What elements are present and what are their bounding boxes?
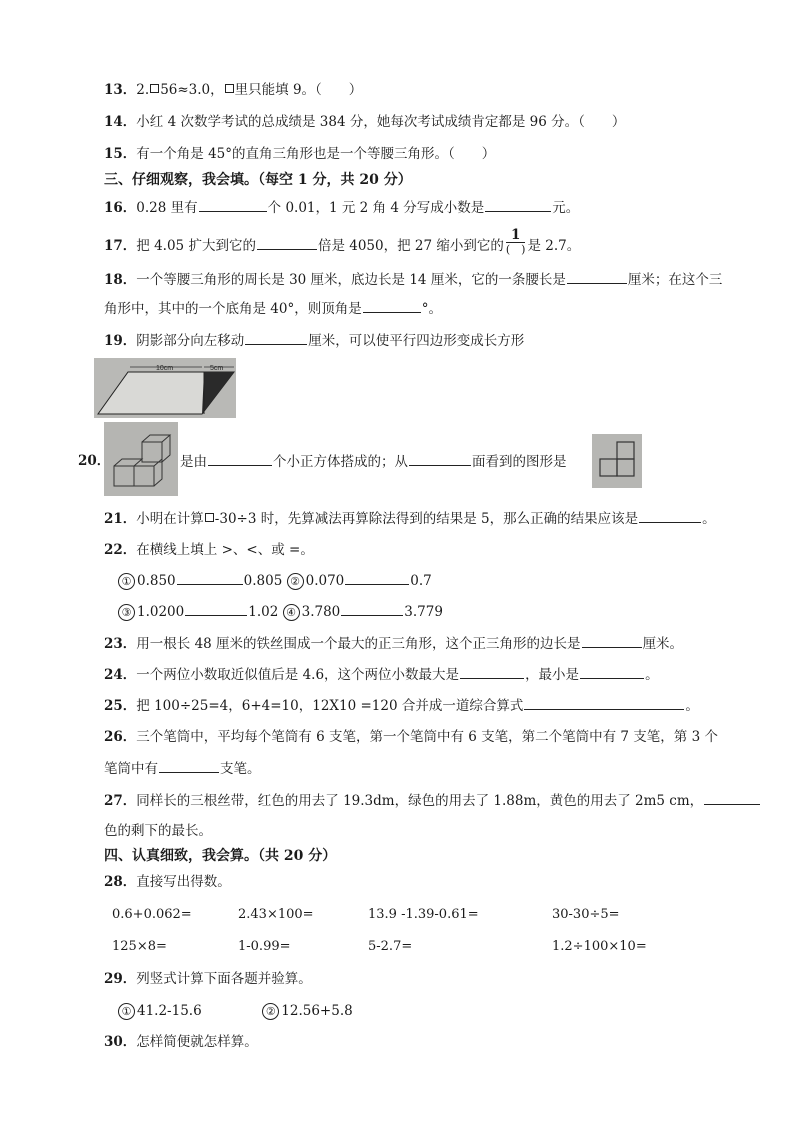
question-text: 把 100÷25=4，6+4=10，12X10 =120 合并成一道综合算式 [136,698,524,714]
question-18-line-1 [104,269,722,290]
question-18-line-2 [104,298,442,319]
question-text: 角形中，其中的一个底角是 40°，则顶角是 [104,301,362,317]
question-text: 用一根长 48 厘米的铁丝围成一个最大的正三角形，这个正三角形的边长是 [136,636,581,652]
question-29-items [118,1001,353,1021]
calc-item: 2.43×100= [238,907,314,922]
question-number: 17． [104,238,137,254]
question-26-line-1 [104,727,718,747]
answer-blank[interactable] [485,197,551,212]
question-14 [104,112,625,132]
question-text: 。 [702,511,716,527]
empty-box-icon [150,84,159,93]
answer-blank[interactable] [460,664,524,679]
question-text: 有一个角是 45°的直角三角形也是一个等腰三角形。（ ） [136,146,496,162]
question-number: 20． [78,453,111,469]
question-number: 27． [104,793,137,809]
fraction [506,228,526,257]
compare-left: 3.780 [301,604,341,620]
compare-right: 1.02 [248,604,279,620]
question-number: 23． [104,636,137,652]
calc-item: 125×8= [112,939,167,954]
question-text: 2. [136,82,150,98]
question-number: 18． [104,272,137,288]
answer-blank[interactable] [245,330,307,345]
question-text: ，最小是 [525,667,580,683]
question-text: 小明在计算 [136,511,204,527]
answer-blank[interactable] [524,695,684,710]
question-text: 支笔。 [220,761,261,777]
question-text: 56≈3.0， [160,82,224,98]
calc-item: 13.9 -1.39-0.61= [368,907,479,922]
view-shape-figure [592,434,642,488]
question-20 [78,451,634,472]
question-21 [104,508,716,529]
question-text: 厘米；在这个三 [627,272,723,288]
answer-blank[interactable] [567,269,627,284]
section-3-heading: 三、仔细观察，我会填。（每空 1 分，共 20 分） [104,172,412,188]
question-text: 三个笔筒中，平均每个笔筒有 6 支笔，第一个笔筒中有 6 支笔，第二个笔筒中有 7 支笔，第 3 个 [136,729,718,745]
circled-number: ③ [118,604,135,621]
answer-blank[interactable] [582,633,642,648]
question-text: 把 4.05 扩大到它的 [136,238,256,254]
question-19 [104,330,524,351]
question-text: 同样长的三根丝带，红色的用去了 19.3dm，绿色的用去了 1.88m，黄色的用去了 2m5 cm， [136,793,704,809]
empty-box-icon [205,513,214,522]
question-number: 14． [104,114,137,130]
calc-item: 30-30÷5= [552,907,620,922]
question-text: 。 [685,698,699,714]
answer-blank[interactable] [363,298,421,313]
question-text: 元。 [552,200,580,216]
answer-blank[interactable] [208,451,272,466]
calc-item: 41.2-15.6 [137,1003,202,1019]
question-text: 在横线上填上 >、<、或 =。 [136,542,314,558]
answer-blank[interactable] [257,235,317,250]
question-text: 怎样简便就怎样算。 [136,1034,258,1050]
question-16 [104,197,579,218]
question-number: 26． [104,729,137,745]
question-13 [104,80,362,100]
question-27-line-1 [104,790,761,811]
question-text: 里只能填 9。（ ） [234,82,363,98]
question-number: 13． [104,82,137,98]
question-text: 0.28 里有 [136,200,198,216]
question-text: -30÷3 时，先算减法再算除法得到的结果是 5，那么正确的结果应该是 [214,511,639,527]
empty-box-icon [225,84,234,93]
question-number: 16． [104,200,137,216]
question-text: 厘米。 [642,636,684,652]
question-text: 个 0.01，1 元 2 角 4 分写成小数是 [267,200,485,216]
parallelogram-figure [94,358,236,418]
question-text: 一个两位小数取近似值后是 4.6，这个两位小数最大是 [136,667,460,683]
calc-item: 1-0.99= [238,939,291,954]
compare-right: 0.805 [243,573,283,589]
circled-number: ② [262,1003,279,1020]
question-text: 面看到的图形是 [472,454,567,470]
question-26-line-2 [104,758,261,779]
answer-blank[interactable] [639,508,701,523]
calc-item: 0.6+0.062= [112,907,192,922]
question-text: 倍是 4050，把 27 缩小到它的 [317,238,504,254]
question-22-row-2 [118,601,443,622]
dimension-label-5cm: 5cm [210,365,224,372]
question-text: 色的剩下的最长。 [104,823,212,839]
answer-blank[interactable] [159,758,219,773]
compare-left: 0.070 [305,573,345,589]
question-text: 个小正方体搭成的；从 [273,454,408,470]
question-17 [104,227,581,261]
calc-item: 12.56+5.8 [281,1003,353,1019]
compare-left: 1.0200 [137,604,185,620]
question-text: 一个等腰三角形的周长是 30 厘米，底边长是 14 厘米，它的一条腰长是 [136,272,566,288]
view-shape-diagram [592,434,642,488]
answer-blank[interactable] [177,570,243,585]
calc-item: 5-2.7= [368,939,413,954]
circled-number: ② [287,573,304,590]
answer-blank[interactable] [409,451,471,466]
question-27-line-2 [104,821,212,841]
question-25 [104,695,699,716]
question-text: °。 [421,301,442,317]
question-23 [104,633,683,654]
question-number: 19． [104,333,137,349]
answer-blank[interactable] [580,664,644,679]
question-text: 是 2.7。 [527,238,581,254]
fraction-denominator[interactable]: ( ) [505,243,526,256]
question-15 [104,144,495,164]
dimension-label-10cm: 10cm [156,365,174,372]
section-4-heading: 四、认真细致，我会算。（共 20 分） [104,848,337,864]
question-text: 笔筒中有 [104,761,158,777]
question-number: 30． [104,1034,137,1050]
question-text: 列竖式计算下面各题并验算。 [136,971,312,987]
fraction-numerator: 1 [506,228,526,243]
question-text: 是由 [180,454,207,470]
compare-right: 0.7 [410,573,432,589]
question-number: 28． [104,874,137,890]
question-29 [104,969,312,989]
calc-item: 1.2÷100×10= [552,939,647,954]
question-text: 直接写出得数。 [136,874,231,890]
question-number: 22． [104,542,137,558]
answer-blank[interactable] [345,570,409,585]
parallelogram-diagram [94,358,236,418]
question-text: 厘米，可以使平行四边形变成长方形 [308,333,525,349]
question-number: 29． [104,971,137,987]
question-28 [104,872,231,892]
answer-blank[interactable] [185,601,247,616]
question-text: 。 [645,667,659,683]
question-number: 25． [104,698,137,714]
question-number: 15． [104,146,137,162]
question-22 [104,540,314,560]
question-text: 小红 4 次数学考试的总成绩是 384 分，她每次考试成绩肯定都是 96 分。（ ） [136,114,626,130]
answer-blank[interactable] [341,601,403,616]
circled-number: ① [118,1003,135,1020]
question-22-row-1 [118,570,432,591]
question-24 [104,664,659,685]
answer-blank[interactable] [199,197,267,212]
question-number: 21． [104,511,137,527]
question-text: 阴影部分向左移动 [136,333,245,349]
circled-number: ① [118,573,135,590]
compare-right: 3.779 [404,604,443,620]
circled-number: ④ [283,604,300,621]
compare-left: 0.850 [137,573,176,589]
question-number: 24． [104,667,137,683]
answer-blank[interactable] [704,790,760,805]
question-30 [104,1032,258,1052]
